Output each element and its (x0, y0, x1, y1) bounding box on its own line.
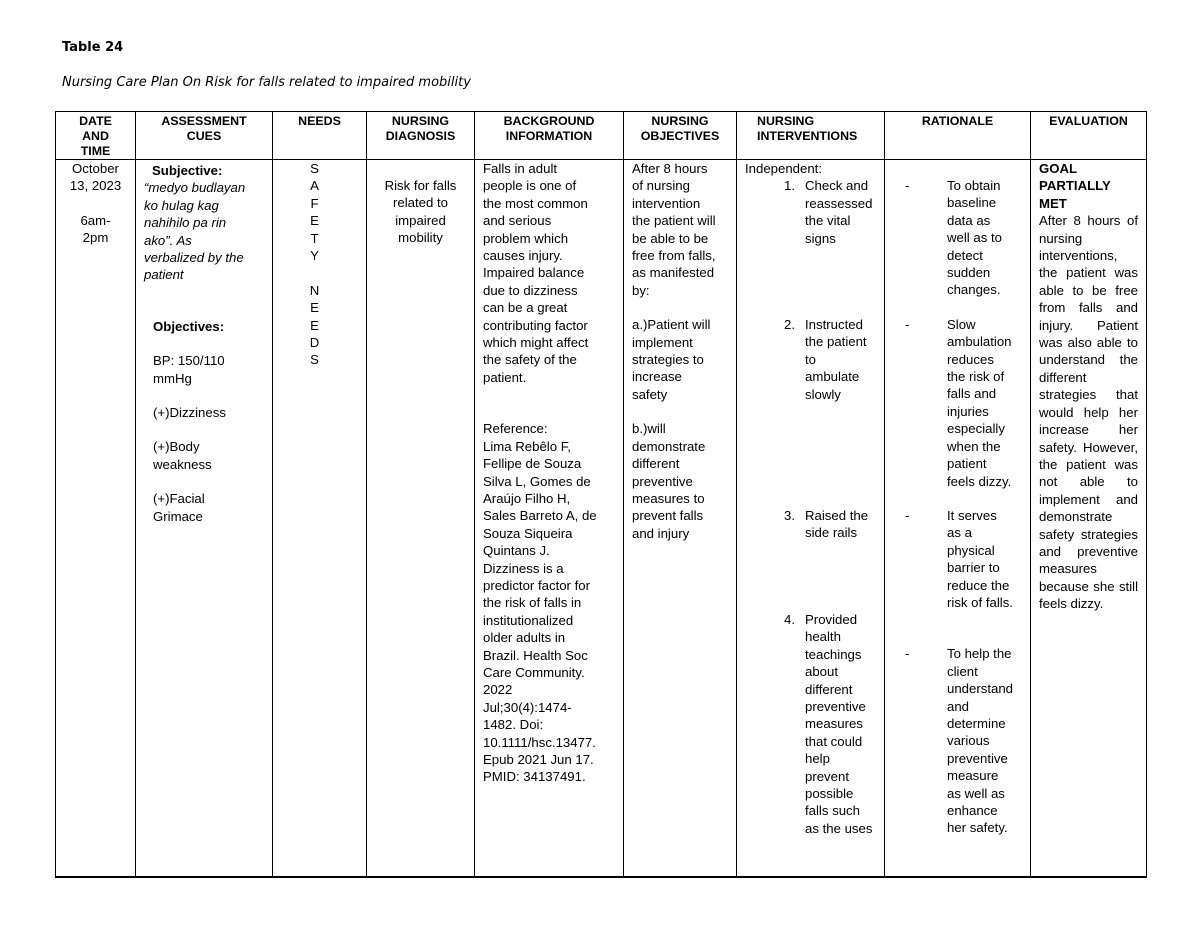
spacer (153, 421, 268, 438)
text-line: demonstrate (632, 438, 706, 454)
text-line: Quintans J. (483, 543, 550, 559)
text-line: preventive (632, 473, 693, 489)
needs-cell (273, 160, 367, 878)
text-line: due to dizziness (483, 282, 578, 298)
text-line: D (309, 335, 320, 351)
text-line: Lima Rebêlo F, (483, 438, 571, 454)
text-line: EVALUATION (1049, 114, 1128, 128)
rationale-dash: - (905, 507, 910, 523)
text-line: problem which (483, 230, 569, 246)
text-line: and serious (483, 213, 552, 229)
diagnosis-cell (367, 160, 475, 878)
spacer (889, 490, 1026, 507)
text-line: verbalized by the (144, 250, 244, 266)
header-interventions (737, 112, 885, 160)
text-line: Care Community. (483, 664, 585, 680)
intervention-text (805, 611, 872, 837)
text-line: Souza Siqueira (483, 525, 573, 541)
interventions-cell (737, 160, 885, 878)
header-objectives (624, 112, 737, 160)
text-line: and (947, 698, 970, 714)
text-line: 2022 (483, 682, 513, 698)
header-needs (273, 112, 367, 160)
text-line: ASSESSMENT (161, 114, 247, 128)
text-line: as manifested (632, 265, 715, 281)
objectives-label: Objectives: (153, 318, 225, 334)
text-line: intervention (632, 195, 701, 211)
text-line: sudden (947, 265, 991, 281)
text-line: side rails (805, 525, 858, 541)
text-line: increase (632, 369, 682, 385)
text-line: Fellipe de Souza (483, 456, 582, 472)
text-line: which might affect (483, 335, 589, 351)
intervention-number: 4. (784, 611, 795, 627)
text-line: implement (632, 334, 693, 350)
text-line: BP: 150/110 (153, 353, 225, 369)
text-line: Reference: (483, 421, 548, 437)
text-line: causes injury. (483, 248, 563, 264)
background-body (483, 160, 619, 386)
text-line: To help the (947, 646, 1012, 662)
text-line: Y (310, 248, 319, 264)
text-line: mobility (398, 230, 443, 246)
text-line: T (310, 230, 319, 246)
spacer (60, 195, 131, 212)
table-label: Table 24 (62, 40, 124, 55)
date-line: October (72, 161, 119, 176)
text-line: Falls in adult (483, 161, 558, 176)
text-line: OBJECTIVES (640, 129, 720, 143)
text-line: of nursing (632, 178, 690, 194)
text-line: Grimace (153, 508, 203, 524)
rationale-cell (885, 160, 1031, 878)
spacer (153, 387, 268, 404)
text-line: NURSING (757, 114, 815, 128)
intervention-item (745, 611, 880, 837)
text-line: Dizziness is a (483, 560, 564, 576)
rationale-text (947, 507, 1013, 611)
text-line: Araújo Filho H, (483, 490, 571, 506)
spacer (745, 403, 880, 507)
care-plan-row (56, 160, 1147, 878)
text-line: reduce the (947, 577, 1010, 593)
text-line: the patient (805, 334, 867, 350)
text-line: “medyo budlayan (144, 180, 246, 196)
text-line: E (310, 300, 319, 316)
text-line: understand (947, 681, 1013, 697)
intervention-item (745, 177, 880, 247)
text-line: Epub 2021 Jun 17. (483, 752, 594, 767)
text-line: when the (947, 438, 1001, 454)
text-line: E (310, 213, 319, 229)
spacer (153, 335, 268, 352)
table-title: Nursing Care Plan On Risk for falls related to impaired mobility (62, 75, 471, 90)
text-line: by: (632, 282, 650, 298)
text-line: N (309, 282, 320, 298)
intervention-text (805, 316, 867, 403)
text-line: Silva L, Gomes de (483, 473, 591, 489)
text-line: impaired (395, 212, 446, 228)
time-line: 2pm (82, 230, 109, 246)
text-line: A (310, 178, 319, 194)
header-date (56, 112, 136, 160)
text-line: institutionalized (483, 612, 574, 628)
text-line: Provided (805, 611, 858, 627)
header-diagnosis (367, 112, 475, 160)
text-line: measure (947, 768, 999, 784)
text-line: Raised the (805, 508, 869, 524)
text-line: After 8 hours (632, 161, 708, 176)
text-line: Impaired balance (483, 265, 585, 281)
spacer (745, 247, 880, 316)
text-line: as a (947, 525, 972, 541)
assessment-cell (136, 160, 273, 878)
rationale-item (889, 316, 1026, 490)
text-line: baseline (947, 195, 997, 211)
text-line: various (947, 733, 990, 749)
text-line: can be a great (483, 300, 568, 316)
text-line: PARTIALLY (1039, 178, 1111, 194)
rationale-text (947, 316, 1012, 490)
text-line: It serves (947, 507, 997, 523)
text-line: barrier to (947, 560, 1000, 576)
objectives-intro (632, 160, 732, 299)
text-line: client (947, 663, 978, 679)
text-line: b.)will (632, 421, 666, 437)
text-line: the most common (483, 195, 588, 211)
text-line: determine (947, 715, 1006, 731)
text-line: Instructed (805, 317, 863, 333)
text-line: S (310, 161, 319, 176)
date-time-cell (56, 160, 136, 878)
text-line: (+)Body (153, 439, 200, 455)
text-line: the patient will (632, 213, 716, 229)
text-line: GOAL (1039, 161, 1078, 176)
text-line: NEEDS (298, 114, 341, 128)
text-line: 10.1111/hsc.13477. (483, 734, 596, 750)
evaluation-cell (1031, 160, 1147, 878)
text-line: changes. (947, 282, 1001, 298)
text-line: well as to (947, 230, 1002, 246)
text-line: about (805, 664, 839, 680)
text-line: measures to (632, 490, 705, 506)
text-line: possible (805, 785, 854, 801)
rationale-dash: - (905, 178, 910, 193)
header-rationale (885, 112, 1031, 160)
text-line: falls such (805, 803, 860, 819)
text-line: the risk of falls in (483, 595, 582, 611)
intervention-number: 1. (784, 178, 795, 194)
text-line: INTERVENTIONS (757, 129, 858, 143)
rationale-text (947, 645, 1013, 836)
text-line: Sales Barreto A, de (483, 508, 597, 524)
spacer (632, 403, 732, 420)
bp-reading (153, 352, 268, 387)
background-cell (475, 160, 624, 878)
text-line: slowly (805, 386, 841, 402)
text-line: NURSING (391, 114, 450, 128)
text-line: signs (805, 230, 836, 246)
text-line: To obtain (947, 178, 1001, 193)
objective-b (632, 420, 732, 542)
text-line: injuries (947, 403, 989, 419)
text-line: the risk of (947, 369, 1005, 385)
text-line: teachings (805, 646, 862, 662)
text-line: preventive (947, 750, 1008, 766)
text-line: Slow (947, 316, 976, 332)
subjective-label: Subjective: (152, 163, 223, 178)
intervention-item (745, 316, 880, 403)
text-line: people is one of (483, 178, 577, 194)
rationale-text (947, 177, 1002, 299)
spacer (632, 299, 732, 316)
text-line: BACKGROUND (503, 114, 595, 128)
text-line: CUES (186, 129, 222, 143)
text-line: feels dizzy. (947, 473, 1012, 489)
text-line: as the uses (805, 820, 873, 836)
text-line: NURSING (651, 114, 709, 128)
intervention-item (745, 507, 880, 542)
subjective-quote (144, 179, 268, 283)
text-line: Jul;30(4):1474- (483, 699, 572, 715)
text-line: a.)Patient will (632, 317, 711, 333)
text-line: reduces (947, 351, 994, 367)
text-line: TIME (80, 144, 111, 158)
text-line: that could (805, 733, 863, 749)
text-line: INFORMATION (505, 129, 593, 143)
text-line: strategies to (632, 352, 704, 368)
text-line: free from falls, (632, 248, 716, 264)
text-line (277, 264, 352, 281)
text-line: safety (632, 386, 668, 402)
text-line: weakness (153, 456, 212, 472)
text-line: preventive (805, 698, 866, 714)
text-line: E (310, 317, 319, 333)
text-line: detect (947, 247, 983, 263)
text-line: patient. (483, 369, 527, 385)
rationale-dash: - (905, 316, 910, 332)
text-line: data as (947, 212, 991, 228)
text-line: especially (947, 421, 1005, 437)
text-line: risk of falls. (947, 594, 1013, 610)
text-line: and injury (632, 525, 690, 541)
header-assessment (136, 112, 273, 160)
date-line: 13, 2023 (69, 178, 122, 194)
text-line: different (805, 681, 853, 697)
text-line: contributing factor (483, 317, 588, 333)
text-line: the vital (805, 213, 851, 229)
text-line: PMID: 34137491. (483, 769, 586, 785)
text-line: RATIONALE (921, 114, 994, 128)
text-line: ambulation (947, 334, 1012, 350)
text-line: measures (805, 716, 863, 732)
text-line: predictor factor for (483, 577, 591, 593)
goal-status (1039, 160, 1138, 212)
text-line: DATE (79, 114, 112, 128)
header-background (475, 112, 624, 160)
objectives-cell (624, 160, 737, 878)
text-line: related to (393, 195, 448, 211)
text-line: her safety. (947, 820, 1008, 836)
spacer (153, 473, 268, 490)
text-line: F (310, 195, 319, 211)
care-plan-table (55, 111, 1147, 878)
text-line: prevent (805, 768, 849, 784)
text-line: patient (144, 267, 184, 283)
text-line: the safety of the (483, 352, 577, 368)
needs-letters (277, 160, 362, 369)
text-line: help (805, 751, 830, 767)
text-line: be able to be (632, 230, 709, 246)
text-line: enhance (947, 803, 998, 818)
intervention-text (805, 177, 872, 247)
evaluation-text: After 8 hours of nursing interventions, the patient was able to be free from falls and injury. Patient was also able to understand the different strategies that would help her increase her safety. However, the patient was not able to implement and demonstrate safety strategies and preventive measures because she still feels dizzy. (1039, 213, 1138, 612)
rationale-item (889, 645, 1026, 836)
text-line: prevent falls (632, 508, 704, 524)
text-line: mmHg (153, 370, 192, 386)
text-line: physical (947, 542, 995, 558)
text-line: reassessed (805, 195, 873, 211)
text-line: as well as (947, 785, 1005, 801)
time-line: 6am- (80, 212, 111, 228)
text-line: nahihilo pa rin (144, 215, 227, 231)
header-row (56, 112, 1147, 160)
spacer (144, 284, 268, 318)
text-line: patient (947, 456, 987, 472)
text-line: MET (1039, 195, 1067, 211)
intervention-number: 3. (784, 508, 795, 524)
text-line: AND (82, 129, 109, 143)
text-line: falls and (947, 386, 997, 402)
rationale-dash: - (905, 646, 910, 662)
text-line: (+)Facial (153, 491, 205, 507)
spacer (889, 611, 1026, 645)
text-line: older adults in (483, 630, 566, 646)
text-line: ako”. As (144, 232, 192, 248)
spacer (889, 299, 1026, 316)
text-line: Check and (805, 178, 869, 194)
diagnosis-text (371, 177, 470, 247)
spacer (745, 542, 880, 611)
text-line: 1482. Doi: (483, 717, 544, 733)
header-evaluation (1031, 112, 1147, 160)
text-line: Risk for falls (384, 178, 457, 193)
text-line: health (805, 629, 841, 645)
text-line: S (310, 352, 319, 368)
text-line: Brazil. Health Soc (483, 647, 588, 663)
spacer (889, 160, 1026, 177)
text-line: DIAGNOSIS (385, 129, 456, 143)
intervention-number: 2. (784, 317, 795, 333)
dizziness-cue: (+)Dizziness (153, 405, 226, 421)
rationale-item (889, 507, 1026, 611)
spacer (483, 386, 619, 420)
text-line: ko hulag kag (144, 197, 219, 213)
interventions-heading: Independent: (745, 161, 823, 176)
objective-a (632, 316, 732, 403)
facial-grimace-cue (153, 490, 268, 525)
text-line: different (632, 456, 680, 472)
intervention-text (805, 507, 868, 542)
text-line: to (805, 351, 816, 367)
body-weakness-cue (153, 438, 268, 473)
text-line: ambulate (805, 369, 860, 385)
background-reference (483, 420, 619, 786)
rationale-item (889, 177, 1026, 299)
